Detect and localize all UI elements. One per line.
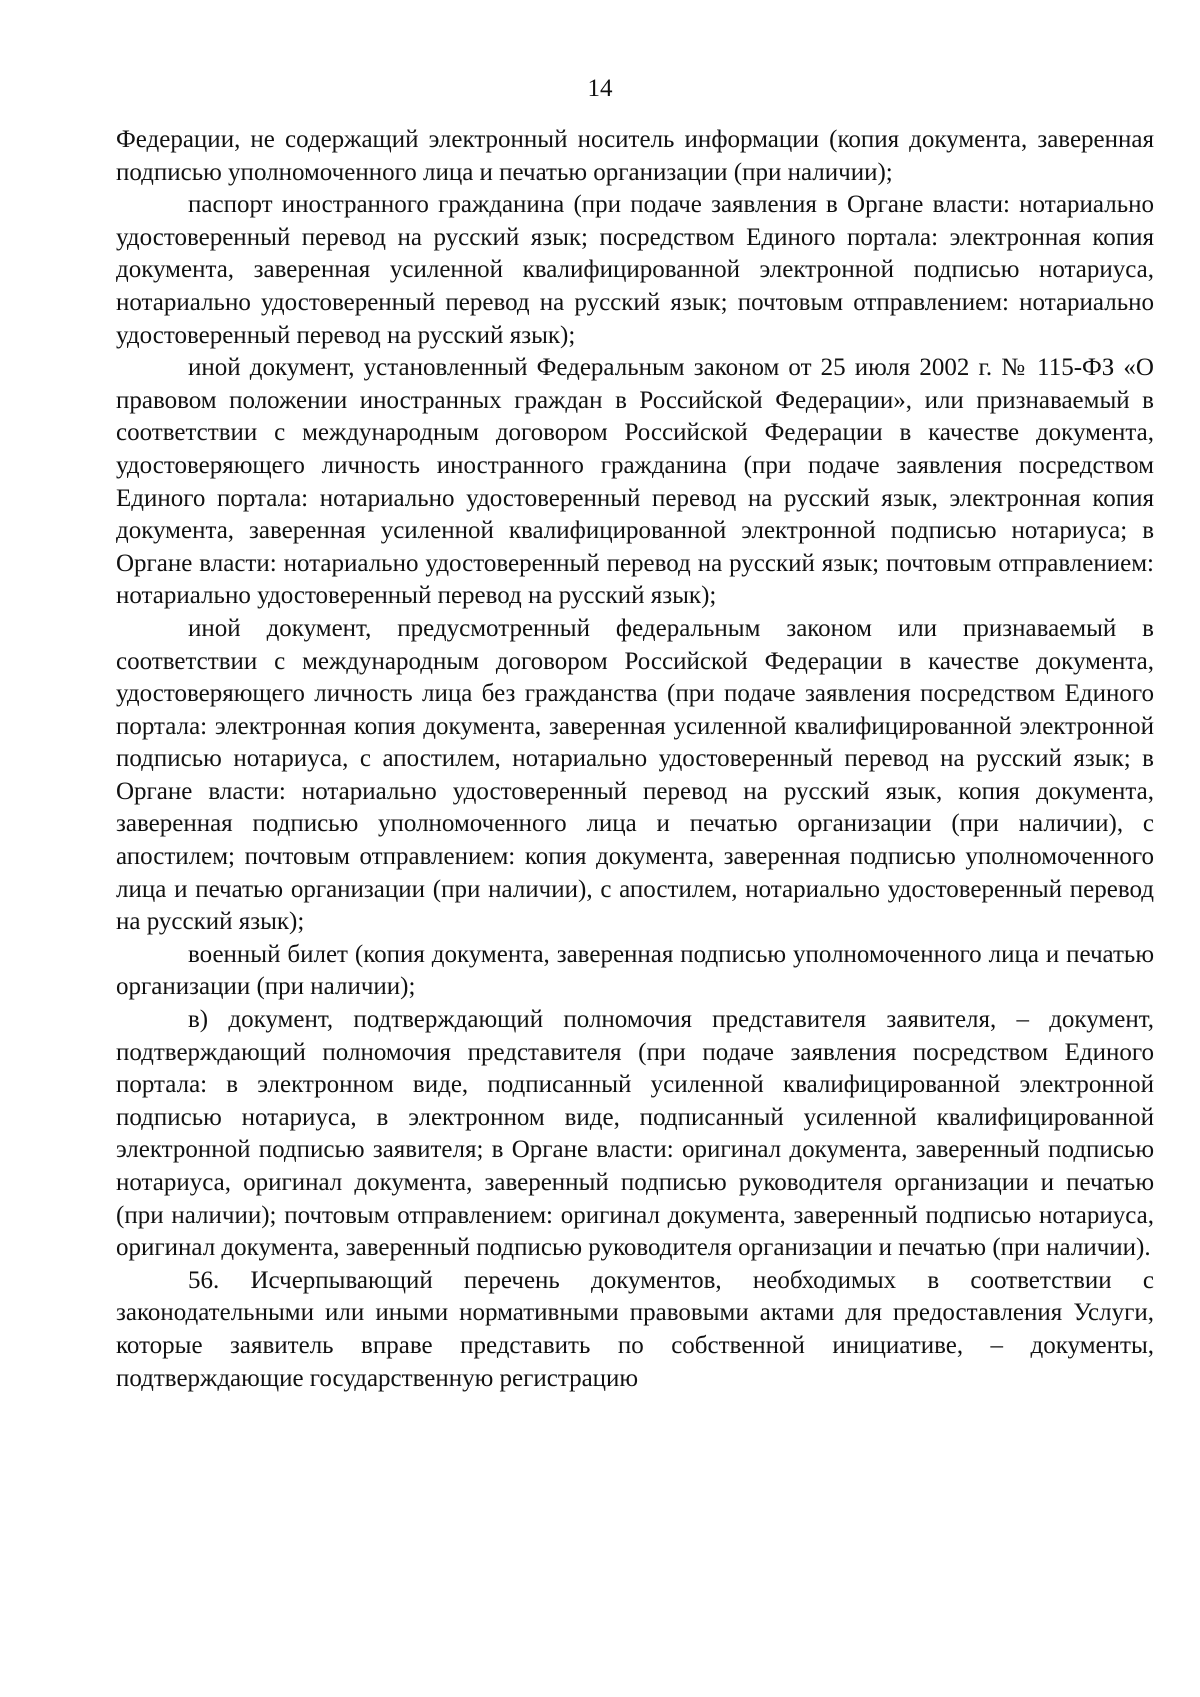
paragraph-foreign-passport: паспорт иностранного гражданина (при подаче заявления в Органе власти: нотариально удостоверенный перевод на русский язык; посредством Единого портала: электронная копия документа, заверенная усиленной квалифицированной электронной подписью нотариуса, нотариально удостоверенный перевод на русский язык; почтовым отправлением: нотариально удостоверенный перевод на русский язык); bbox=[116, 191, 1154, 349]
paragraph-other-foreign-document: иной документ, установленный Федеральным законом от 25 июля 2002 г. № 115-ФЗ «О правовом положении иностранных граждан в Российской Федерации», или признаваемый в соответствии с международным договором Российской Федерации в качестве документа, удостоверяющего личность иностранного гражданина (при подаче заявления посредством Единого портала: нотариально удостоверенный перевод на русский язык, электронная копия документа, заверенная усиленной квалифицированной электронной подписью нотариуса; в Органе власти: нотариально удостоверенный перевод на русский язык; почтовым отправлением: нотариально удостоверенный перевод на русский язык); bbox=[116, 354, 1154, 610]
page-number: 14 bbox=[587, 75, 613, 102]
document-body bbox=[116, 124, 1154, 1395]
paragraph-item-56: 56. Исчерпывающий перечень документов, необходимых в соответствии с законодательными или иными нормативными правовыми актами для предоставления Услуги, которые заявитель вправе представить по собственной инициативе, – документы, подтверждающие государственную регистрацию bbox=[116, 1266, 1154, 1392]
paragraph-representative-authority: в) документ, подтверждающий полномочия представителя заявителя, – документ, подтверждающий полномочия представителя (при подаче заявления посредством Единого портала: в электронном виде, подписанный усиленной квалифицированной электронной подписью нотариуса, в электронном виде, подписанный усиленной квалифицированной электронной подписью заявителя; в Органе власти: оригинал документа, заверенный подписью нотариуса, оригинал документа, заверенный подписью руководителя организации и печатью (при наличии); почтовым отправлением: оригинал документа, заверенный подписью нотариуса, оригинал документа, заверенный подписью руководителя организации и печатью (при наличии). bbox=[116, 1006, 1154, 1262]
paragraph-military-id: военный билет (копия документа, заверенная подписью уполномоченного лица и печатью организации (при наличии); bbox=[116, 940, 1154, 1001]
paragraph-continuation: Федерации, не содержащий электронный носитель информации (копия документа, заверенная подписью уполномоченного лица и печатью организации (при наличии); bbox=[116, 126, 1154, 186]
paragraph-stateless-document: иной документ, предусмотренный федеральным законом или признаваемый в соответствии с международным договором Российской Федерации в качестве документа, удостоверяющего личность лица без гражданства (при подаче заявления посредством Единого портала: электронная копия документа, заверенная усиленной квалифицированной электронной подписью нотариуса, с апостилем, нотариально удостоверенный перевод на русский язык; в Органе власти: нотариально удостоверенный перевод на русский язык, копия документа, заверенная подписью уполномоченного лица и печатью организации (при наличии), с апостилем; почтовым отправлением: копия документа, заверенная подписью уполномоченного лица и печатью организации (при наличии), с апостилем, нотариально удостоверенный перевод на русский язык); bbox=[116, 614, 1154, 936]
